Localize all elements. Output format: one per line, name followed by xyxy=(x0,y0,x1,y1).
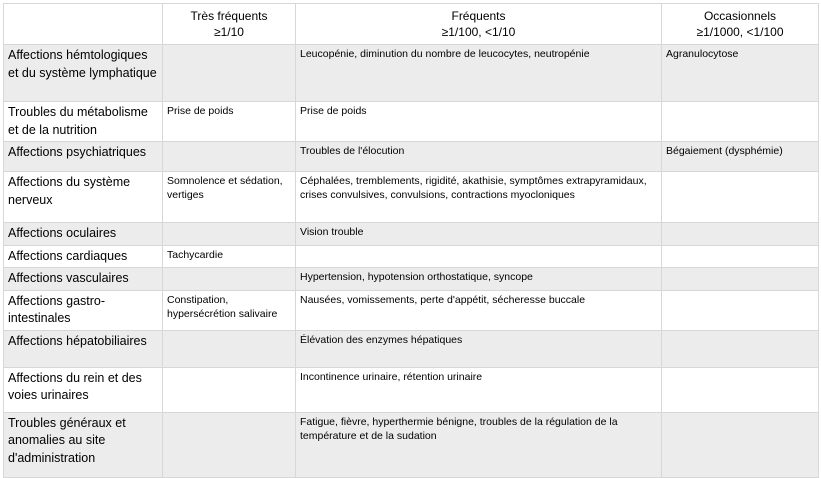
occasional-cell xyxy=(662,102,819,142)
frequent-cell: Troubles de l'élocution xyxy=(296,142,662,172)
category-cell: Affections oculaires xyxy=(4,223,163,246)
frequent-cell: Céphalées, tremblements, rigidité, akathisie, symptômes extrapyramidaux, crises convulsives, convulsions, contractions myocloniques xyxy=(296,172,662,223)
occasional-cell xyxy=(662,268,819,291)
frequent-cell xyxy=(296,245,662,268)
category-cell: Affections gastro-intestinales xyxy=(4,290,163,330)
frequent-cell: Élévation des enzymes hépatiques xyxy=(296,330,662,367)
category-cell: Affections hémtologiques et du système lymphatique xyxy=(4,45,163,102)
category-cell: Troubles généraux et anomalies au site d'administration xyxy=(4,412,163,477)
very-frequent-cell xyxy=(163,268,296,291)
frequent-cell: Incontinence urinaire, rétention urinaire xyxy=(296,367,662,412)
frequent-cell: Nausées, vomissements, perte d'appétit, sécheresse buccale xyxy=(296,290,662,330)
very-frequent-cell xyxy=(163,223,296,246)
table-row xyxy=(4,245,819,268)
frequent-cell: Fatigue, fièvre, hyperthermie bénigne, troubles de la régulation de la température et de la sudation xyxy=(296,412,662,477)
frequent-cell: Prise de poids xyxy=(296,102,662,142)
occasional-cell xyxy=(662,223,819,246)
category-cell: Affections du système nerveux xyxy=(4,172,163,223)
very-frequent-cell: Somnolence et sédation, vertiges xyxy=(163,172,296,223)
occasional-cell xyxy=(662,412,819,477)
category-cell: Affections hépatobiliaires xyxy=(4,330,163,367)
very-frequent-cell xyxy=(163,142,296,172)
very-frequent-cell xyxy=(163,412,296,477)
table-row xyxy=(4,223,819,246)
occasional-cell xyxy=(662,330,819,367)
frequent-cell: Hypertension, hypotension orthostatique, syncope xyxy=(296,268,662,291)
occasional-cell xyxy=(662,172,819,223)
table-row xyxy=(4,102,819,142)
table-row xyxy=(4,142,819,172)
category-cell: Affections vasculaires xyxy=(4,268,163,291)
table-row xyxy=(4,172,819,223)
table-row xyxy=(4,367,819,412)
very-frequent-cell xyxy=(163,330,296,367)
occasional-cell xyxy=(662,245,819,268)
table-row xyxy=(4,290,819,330)
table-header-row xyxy=(4,4,819,45)
header-occasional: Occasionnels ≥1/1000, <1/100 xyxy=(662,4,819,45)
table-row xyxy=(4,412,819,477)
table-row xyxy=(4,330,819,367)
very-frequent-cell: Prise de poids xyxy=(163,102,296,142)
category-cell: Affections du rein et des voies urinaires xyxy=(4,367,163,412)
occasional-cell xyxy=(662,290,819,330)
header-frequent: Fréquents ≥1/100, <1/10 xyxy=(296,4,662,45)
adverse-effects-table xyxy=(3,3,819,478)
occasional-cell xyxy=(662,367,819,412)
occasional-cell: Bégaiement (dysphémie) xyxy=(662,142,819,172)
header-very-frequent: Très fréquents ≥1/10 xyxy=(163,4,296,45)
category-cell: Affections cardiaques xyxy=(4,245,163,268)
very-frequent-cell xyxy=(163,367,296,412)
very-frequent-cell: Tachycardie xyxy=(163,245,296,268)
table-row xyxy=(4,268,819,291)
table-row xyxy=(4,45,819,102)
very-frequent-cell: Constipation, hypersécrétion salivaire xyxy=(163,290,296,330)
very-frequent-cell xyxy=(163,45,296,102)
frequent-cell: Vision trouble xyxy=(296,223,662,246)
occasional-cell: Agranulocytose xyxy=(662,45,819,102)
category-cell: Troubles du métabolisme et de la nutrition xyxy=(4,102,163,142)
category-cell: Affections psychiatriques xyxy=(4,142,163,172)
frequent-cell: Leucopénie, diminution du nombre de leucocytes, neutropénie xyxy=(296,45,662,102)
header-empty-cell xyxy=(4,4,163,45)
